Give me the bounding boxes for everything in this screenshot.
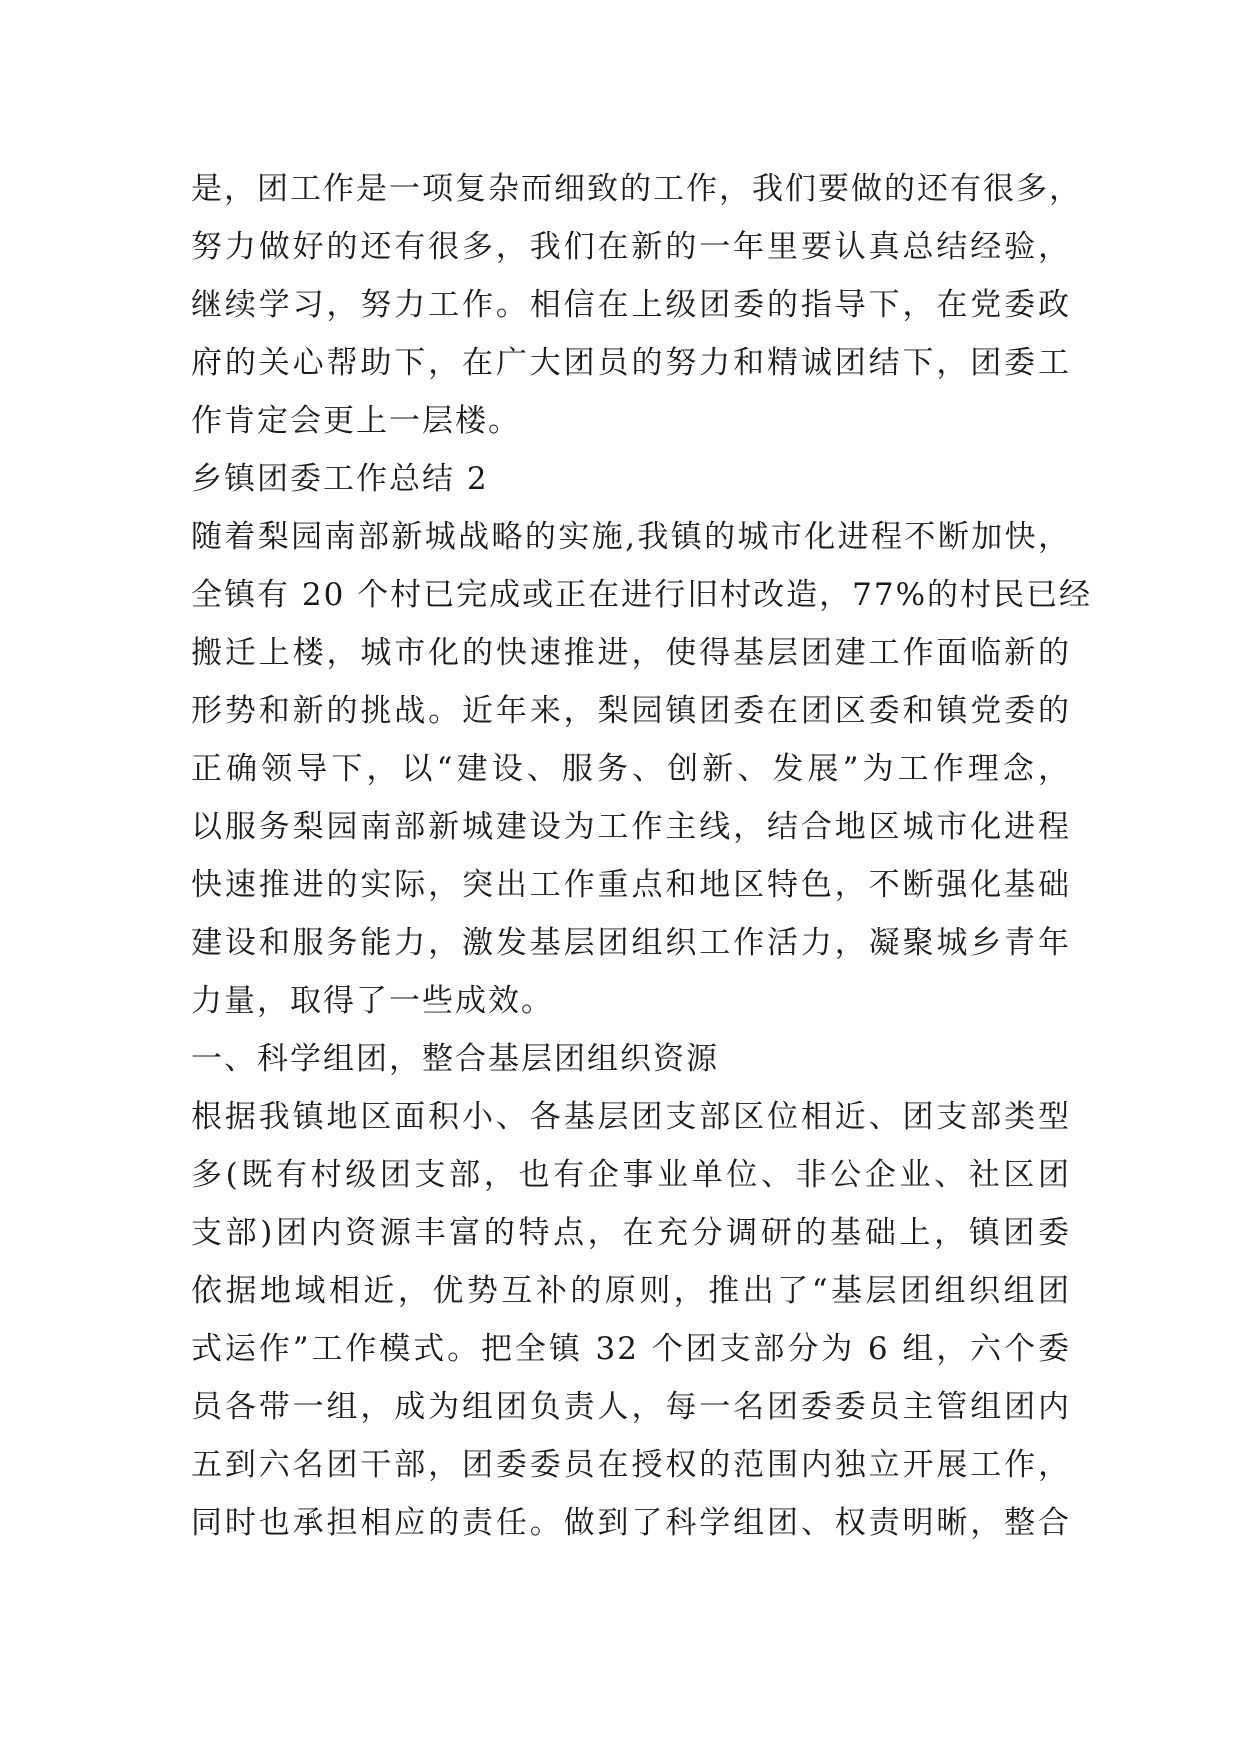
text-line: 一、科学组团，整合基层团组织资源 xyxy=(191,1041,719,1077)
text-line: 多(既有村级团支部，也有企事业单位、非公企业、社区团 xyxy=(191,1157,1071,1193)
text-line: 式运作”工作模式。把全镇 32 个团支部分为 6 组，六个委 xyxy=(191,1331,1071,1367)
text-line: 根据我镇地区面积小、各基层团支部区位相近、团支部类型 xyxy=(191,1099,1071,1135)
text-line: 努力做好的还有很多，我们在新的一年里要认真总结经验， xyxy=(191,229,1071,265)
text-line: 以服务梨园南部新城建设为工作主线，结合地区城市化进程 xyxy=(191,809,1071,845)
text-line: 五到六名团干部，团委委员在授权的范围内独立开展工作， xyxy=(191,1447,1071,1483)
text-line: 建设和服务能力，激发基层团组织工作活力，凝聚城乡青年 xyxy=(191,925,1071,961)
text-line: 支部)团内资源丰富的特点，在充分调研的基础上，镇团委 xyxy=(191,1215,1071,1251)
text-line: 依据地域相近，优势互补的原则，推出了“基层团组织组团 xyxy=(191,1273,1071,1309)
document-body xyxy=(191,160,1093,1552)
text-line: 继续学习，努力工作。相信在上级团委的指导下，在党委政 xyxy=(191,287,1071,323)
text-line: 随着梨园南部新城战略的实施,我镇的城市化进程不断加快， xyxy=(191,519,1071,555)
text-line: 搬迁上楼，城市化的快速推进，使得基层团建工作面临新的 xyxy=(191,635,1071,671)
text-line: 全镇有 20 个村已完成或正在进行旧村改造，77%的村民已经 xyxy=(191,577,1093,613)
text-line: 力量，取得了一些成效。 xyxy=(191,983,554,1019)
text-line: 员各带一组，成为组团负责人，每一名团委委员主管组团内 xyxy=(191,1389,1071,1425)
text-line: 乡镇团委工作总结 2 xyxy=(191,461,489,497)
text-line: 形势和新的挑战。近年来，梨园镇团委在团区委和镇党委的 xyxy=(191,693,1071,729)
text-line: 快速推进的实际，突出工作重点和地区特色，不断强化基础 xyxy=(191,867,1071,903)
text-line: 府的关心帮助下，在广大团员的努力和精诚团结下，团委工 xyxy=(191,345,1071,381)
text-line: 是，团工作是一项复杂而细致的工作，我们要做的还有很多， xyxy=(191,171,1082,207)
text-line: 正确领导下，以“建设、服务、创新、发展”为工作理念， xyxy=(191,751,1071,787)
text-line: 作肯定会更上一层楼。 xyxy=(191,403,521,439)
text-line: 同时也承担相应的责任。做到了科学组团、权责明晰，整合 xyxy=(191,1505,1071,1541)
